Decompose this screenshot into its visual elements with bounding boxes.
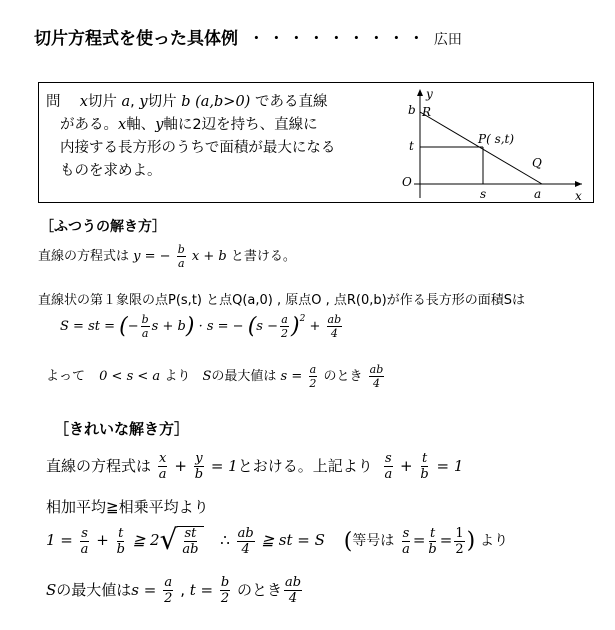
m2-l4-comma: , — [180, 581, 185, 599]
problem-comma: , — [130, 94, 135, 110]
m2-l3-lhs: 1 = — [46, 531, 73, 549]
method2-line-2: 相加平均≧相乗平均より — [46, 498, 209, 516]
q-label: Q — [532, 156, 542, 170]
m1-l1-pre: 直線の方程式は — [38, 249, 130, 264]
m2-l4-f2-den: 2 — [220, 591, 230, 606]
problem-line2-a: がある。 — [60, 117, 118, 133]
m1-l4-pre: よって — [46, 369, 86, 384]
m2-l4-text: の最大値は — [56, 581, 132, 599]
m1-l4-S: S — [202, 369, 212, 384]
method1-line-1 — [38, 244, 296, 269]
m2-l3-sqrt — [159, 523, 204, 557]
m1-l1-eq-rhs: x + b — [191, 249, 227, 264]
m1-l4-f1-num: a — [309, 363, 317, 376]
problem-line1-end: である直線 — [254, 94, 328, 110]
m2-l1-f4-den: b — [420, 467, 429, 482]
m1-l4-f1-den: 2 — [309, 377, 317, 390]
m1-l1-post: と書ける。 — [230, 249, 296, 264]
m2-l3-f1-den: a — [80, 541, 89, 557]
m2-l3-pf3-den: 2 — [455, 541, 464, 557]
method1-line-3: S = st = (− $\frac{b}{a}$ s + b) · s = − (s − $\frac{a}{2}$ )$^2$ + $\frac{ab}{4}$ — [60, 313, 342, 340]
m1-l3-square: 2 — [299, 314, 306, 324]
m2-l1-plus: + — [174, 457, 187, 475]
method1-line-2: 直線状の第１象限の点P(s,t) と点Q(a,0) , 原点O , 点R(0,b)が作る長方形の面積Sは — [38, 293, 525, 308]
problem-b: b — [181, 94, 191, 110]
problem-seppen-y: 切片 — [147, 94, 177, 110]
m1-l3-f3-num: ab — [327, 313, 342, 326]
m1-l3-f3-den: 4 — [330, 327, 338, 340]
m2-l4-f1-den: 2 — [164, 591, 173, 606]
m1-l4-eq: s = — [280, 369, 303, 384]
m2-l1-eq2: = 1 — [436, 457, 464, 475]
m2-l3-pf1-den: a — [402, 541, 410, 557]
m2-l3-pf2-den: b — [428, 541, 437, 557]
m1-l4-frac2 — [369, 364, 385, 389]
figure-graph — [392, 86, 592, 202]
m2-l3-pf1-num: s — [402, 525, 410, 541]
m2-l1-f4-num: t — [421, 451, 428, 466]
problem-line-1 — [46, 91, 327, 114]
m2-l4-eq2: t = — [189, 581, 214, 599]
m2-l1-f2-den: b — [194, 467, 204, 482]
b-label: b — [408, 103, 416, 117]
m1-l3-mid1: s + b — [151, 319, 186, 334]
m2-l3-frac3 — [237, 527, 255, 556]
t-label: t — [409, 139, 414, 153]
m1-l1-frac — [177, 244, 186, 269]
m1-l3-frac1 — [141, 314, 150, 339]
m2-l1-f1-num: x — [159, 451, 167, 466]
m2-l3-yori: より — [479, 533, 508, 549]
m2-l1-frac1 — [158, 452, 168, 481]
m2-l1-frac3 — [384, 452, 394, 481]
m2-l1-mid: とおける。上記より — [237, 457, 373, 475]
m2-l3-f3-den: 4 — [241, 541, 250, 557]
m1-l3-mid2: · s = − — [198, 319, 244, 334]
problem-x: x — [79, 94, 88, 110]
origin-label: O — [402, 175, 412, 189]
m2-l3-sq-den: ab — [182, 542, 199, 557]
m2-l3-rest: ≧ st = S — [261, 531, 325, 549]
m2-l4-frac1 — [163, 576, 173, 605]
m2-l3-paren-pre: 等号は — [352, 533, 395, 549]
m2-l4-f1-num: a — [164, 575, 173, 590]
method2-heading: ［きれいな解き方］ — [54, 420, 190, 438]
m2-l1-f3-num: s — [385, 451, 392, 466]
x-axis-label: x — [575, 189, 582, 202]
m2-l3-peq2: = — [439, 531, 453, 549]
m2-l3-f1-num: s — [81, 525, 88, 541]
m1-l4-f2-den: 4 — [372, 377, 380, 390]
m2-l4-frac3 — [284, 576, 302, 605]
m1-l4-f2-num: ab — [369, 363, 384, 376]
a-label: a — [534, 187, 542, 201]
m1-l3-f1-num: b — [141, 313, 149, 326]
problem-line-4: ものを求めよ。 — [60, 163, 162, 179]
m1-l4-text: の最大値は — [211, 369, 277, 384]
problem-line-3: 内接する長方形のうちで面積が最大になる — [60, 140, 336, 156]
m2-l1-plus2: + — [400, 457, 413, 475]
m2-l4-eq1: s = — [131, 581, 157, 599]
m1-l4-cond: 0 < s < a — [99, 369, 161, 384]
m1-l4-toki: のとき — [323, 369, 363, 384]
m1-l3-f2-den: 2 — [281, 327, 288, 340]
problem-y: y — [139, 94, 148, 110]
m1-l4-mid: より — [164, 369, 191, 384]
problem-a: a — [121, 94, 131, 110]
m2-l3-plus: + — [96, 531, 109, 549]
m2-l3-peq1: = — [412, 531, 426, 549]
m2-l3-ge: ≧ 2 — [132, 531, 160, 549]
m2-l3-frac2 — [116, 527, 126, 556]
m2-l3-pfrac3 — [454, 527, 464, 556]
m2-l3-pf2-num: t — [429, 525, 436, 541]
m2-l4-S: S — [46, 581, 57, 599]
m1-l3-plus: + — [309, 319, 321, 334]
m2-l1-f1-den: a — [158, 467, 167, 482]
problem-line2-y: y — [155, 117, 164, 133]
method2-line-3: 1 = $\frac{s}{a}$ + $\frac{t}{b}$ ≧ 2 √ $\frac{st}{ab}$ ∴ $\frac{ab}{4}$ ≧ st = S (等号は $\frac{s}{a}$ = $\frac{t}{b}$ = $\frac{1}{2}$ ) より — [46, 523, 508, 557]
problem-line-2 — [60, 114, 318, 137]
m2-l3-pf3-num: 1 — [455, 525, 464, 541]
y-axis-arrow — [417, 89, 423, 96]
title-dots: ・・・・・・・・・ — [247, 29, 428, 49]
m2-l4-f3-den: 4 — [288, 591, 298, 606]
m1-l3-frac3 — [327, 314, 343, 339]
m2-l1-frac2 — [194, 452, 204, 481]
m2-l1-f2-num: y — [195, 451, 203, 466]
line-rq — [420, 112, 542, 184]
m1-l1-frac-den: a — [177, 257, 185, 270]
m2-l3-sq-num: st — [184, 526, 197, 541]
m2-l3-sqrt-frac — [181, 527, 199, 556]
m2-l1-pre: 直線の方程式は — [46, 457, 152, 475]
problem-line2-e: 軸に2辺を持ち、直線に — [163, 117, 318, 133]
m2-l4-f2-num: b — [220, 575, 230, 590]
problem-condition: (a,b>0) — [195, 94, 251, 110]
method1-line-4 — [46, 364, 386, 389]
method2-line-4 — [46, 576, 304, 605]
p-label: P( s,t) — [478, 132, 515, 146]
method1-heading: ［ふつうの解き方］ — [40, 219, 166, 235]
m1-l3-frac2 — [280, 314, 289, 339]
m2-l3-f3-num: ab — [237, 525, 254, 541]
m1-l4-frac1 — [308, 364, 317, 389]
x-axis-arrow — [575, 181, 582, 187]
m2-l3-pfrac2 — [427, 527, 437, 556]
author-name: 広田 — [433, 32, 462, 48]
r-label: R — [422, 105, 432, 119]
problem-seppen-x: 切片 — [87, 94, 117, 110]
y-axis-label: y — [426, 87, 433, 101]
m2-l3-f2-den: b — [116, 541, 125, 557]
m1-l3-lhs: S = st = — [60, 319, 115, 334]
m2-l1-eq: = 1 — [210, 457, 238, 475]
m1-l3-f1-den: a — [141, 327, 149, 340]
problem-label: 問 — [46, 94, 61, 110]
method2-line-1 — [46, 452, 463, 481]
m1-l3-mid3: s − — [256, 319, 278, 334]
m1-l3-f2-num: a — [281, 313, 288, 326]
m2-l3-f2-num: t — [118, 525, 124, 541]
m2-l1-frac4 — [419, 452, 429, 481]
page-title — [34, 24, 462, 49]
m2-l4-frac2 — [220, 576, 230, 605]
s-label: s — [480, 187, 487, 201]
problem-line2-c: 軸、 — [126, 117, 156, 133]
sqrt-sign-icon: √ — [159, 523, 178, 556]
title-text: 切片方程式を使った具体例 — [34, 29, 238, 49]
m2-l3-pfrac1 — [401, 527, 411, 556]
m2-l3-therefore: ∴ — [220, 531, 230, 549]
m2-l3-frac1 — [80, 527, 90, 556]
m1-l1-eq-lhs: y = − — [133, 249, 171, 264]
m2-l4-toki: のとき — [237, 581, 283, 599]
m1-l1-frac-num: b — [177, 243, 185, 256]
problem-line2-x: x — [118, 117, 127, 133]
m2-l1-f3-den: a — [384, 467, 393, 482]
m2-l4-f3-num: ab — [285, 575, 302, 590]
